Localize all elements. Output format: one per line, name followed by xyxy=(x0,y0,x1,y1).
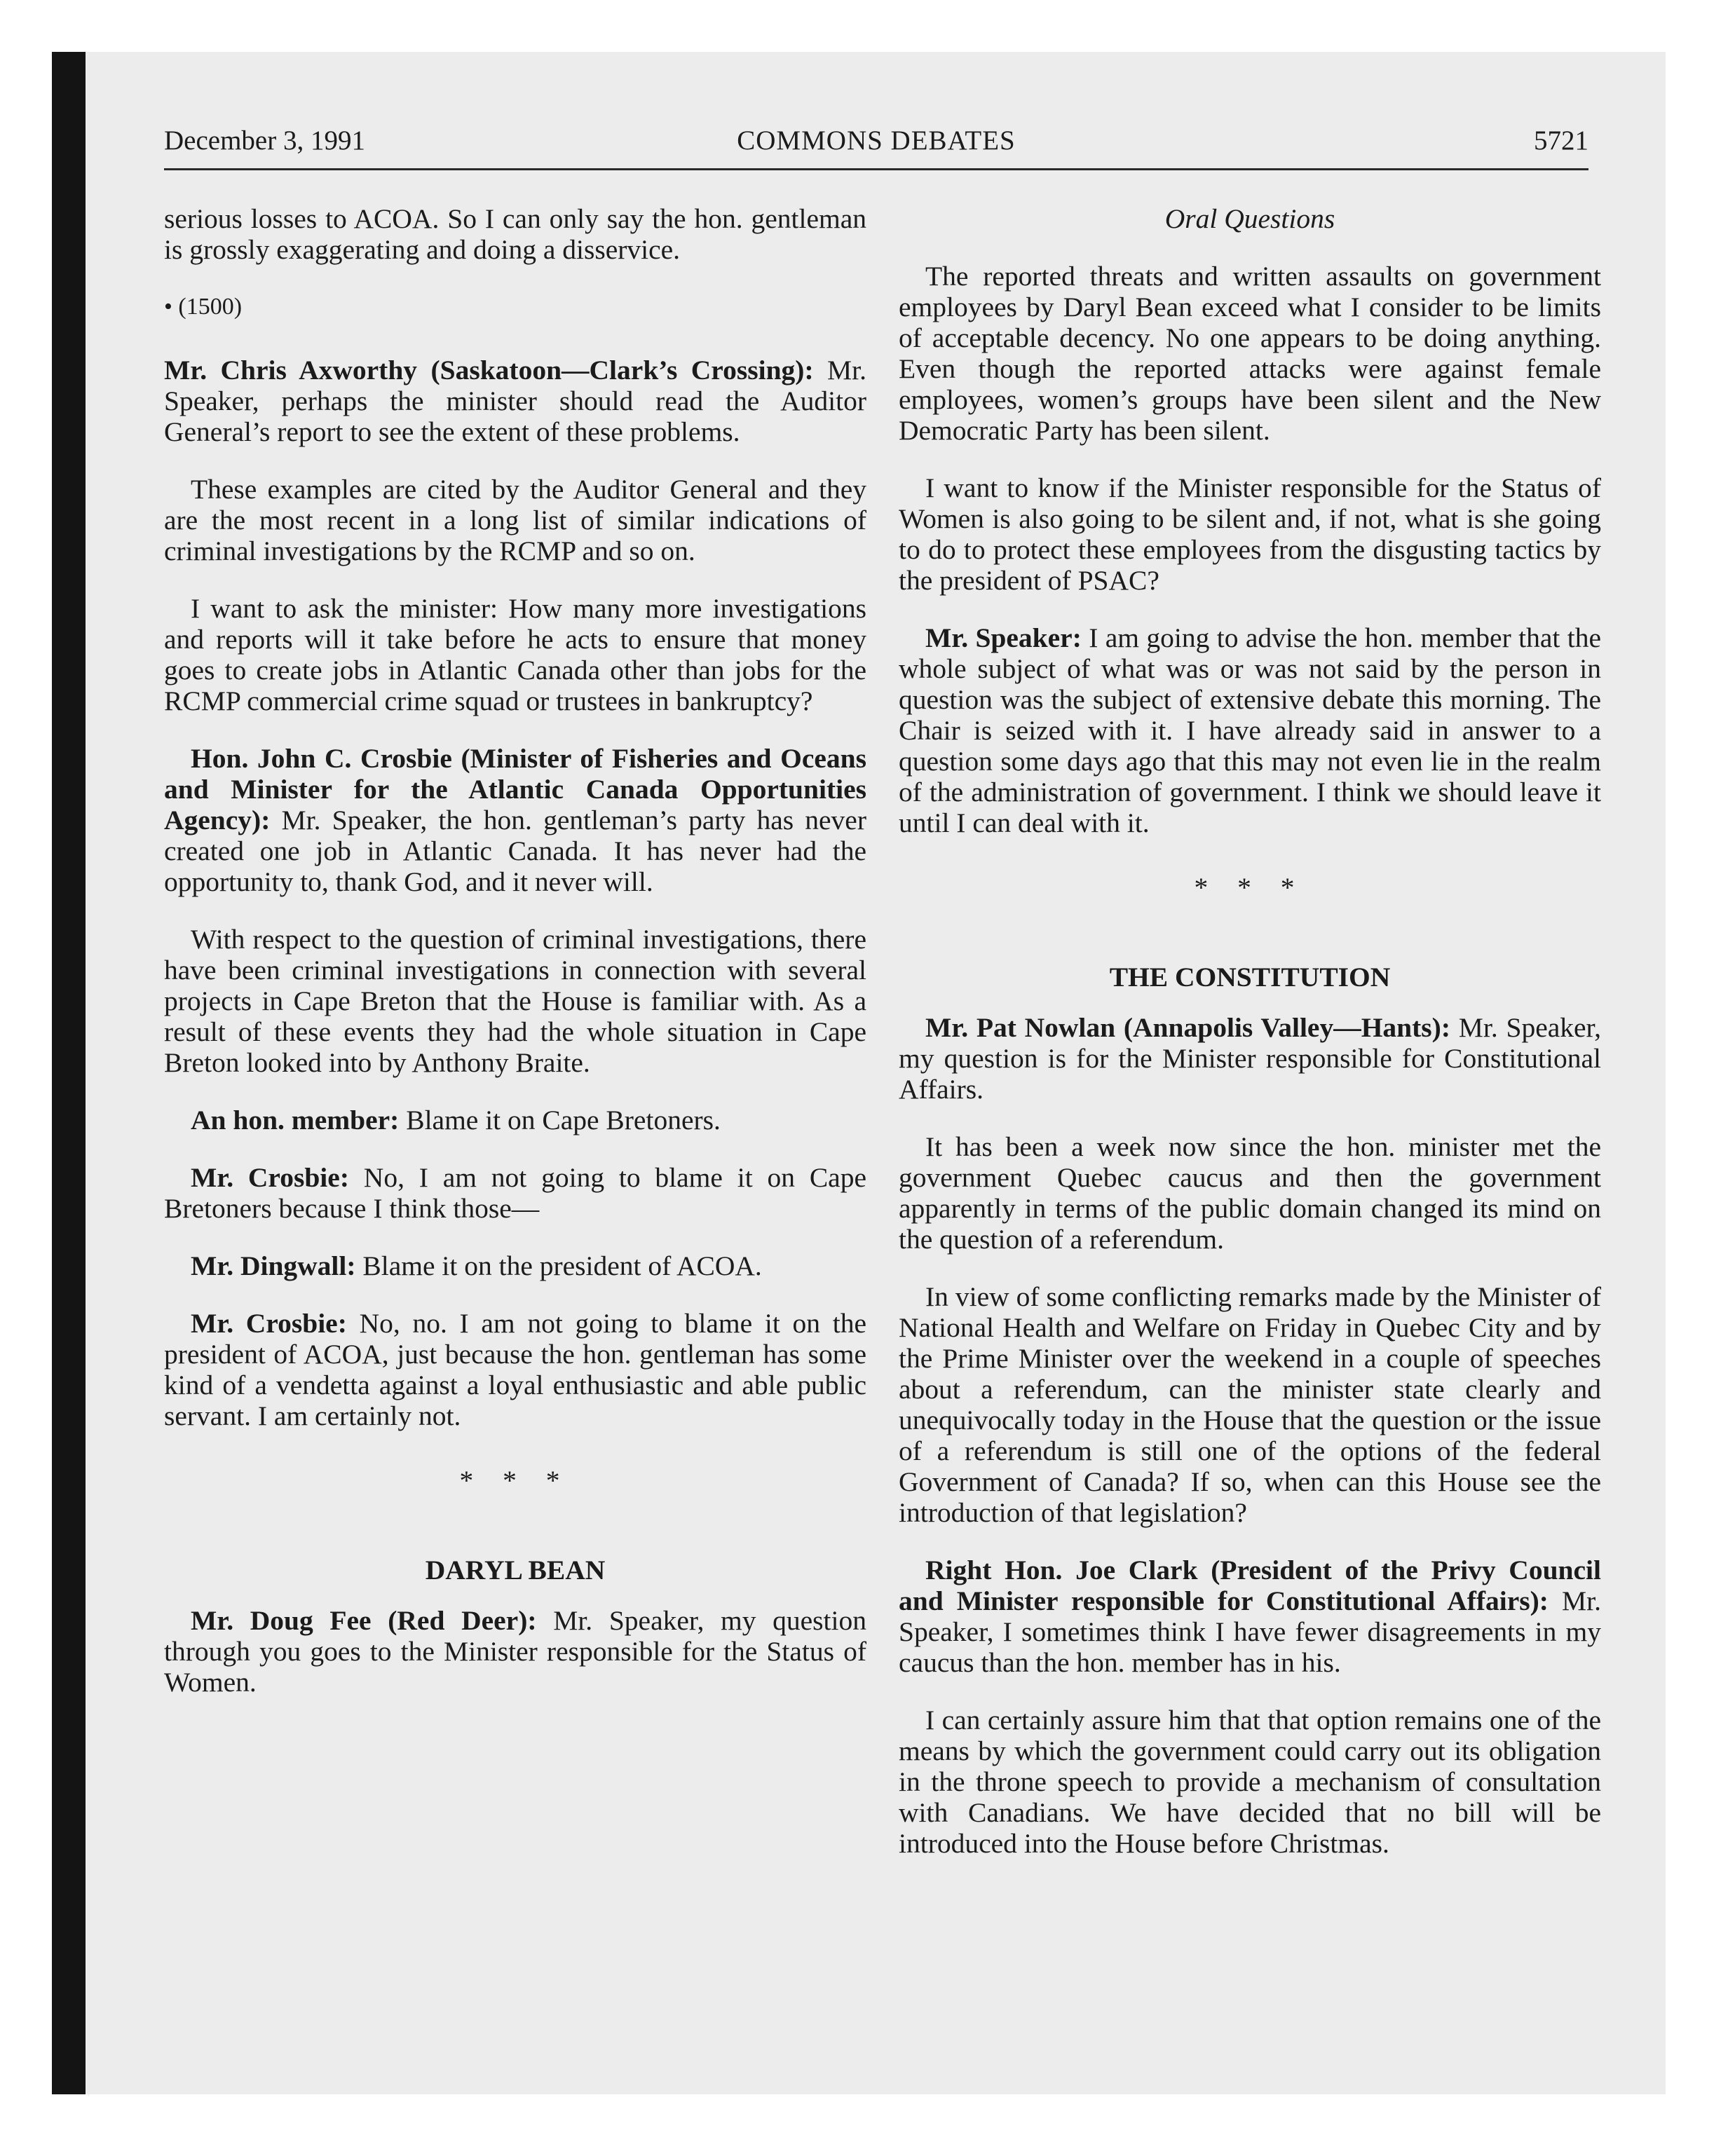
paragraph: I can certainly assure him that that option remains one of the means by which the government could carry out its obligation in the throne speech to provide a mechanism of consultation with Canadians. We have decided that no bill will be introduced into the House before Christmas. xyxy=(899,1705,1601,1859)
speaker-name: Mr. Crosbie: xyxy=(191,1308,347,1339)
speaker-name: Hon. John C. Crosbie (Minister of Fisheries and Oceans and Minister for the Atlantic Canada Opportunities Agency): xyxy=(164,743,866,835)
paragraph: I want to ask the minister: How many more investigations and reports will it take before he acts to ensure that money goes to create jobs in Atlantic Canada other than jobs for the RCMP commercial crime squad or trustees in bankruptcy? xyxy=(164,593,866,716)
section-separator: * * * xyxy=(1194,872,1306,903)
speech-text: I am going to advise the hon. member that the whole subject of what was or was not said by the person in question was the subject of extensive debate this morning. The Chair is seized with it. I have already said in answer to a question some days ago that this may not even lie in the realm of the administration of government. I think we should leave it until I can deal with it. xyxy=(899,622,1601,838)
speaker-name: Mr. Doug Fee (Red Deer): xyxy=(191,1605,537,1636)
paragraph xyxy=(899,1555,1601,1678)
speech-text: Blame it on the president of ACOA. xyxy=(355,1250,762,1281)
paragraph xyxy=(164,1308,866,1431)
page-header xyxy=(164,125,1588,163)
section-heading: DARYL BEAN xyxy=(425,1555,606,1585)
paragraph: I want to know if the Minister responsible for the Status of Women is also going to be silent and, if not, what is she going to do to protect these employees from the disgusting tactics by the president of PSAC? xyxy=(899,472,1601,596)
section-title: Oral Questions xyxy=(1164,203,1335,234)
speaker-name: An hon. member: xyxy=(191,1105,400,1135)
time-marker: • (1500) xyxy=(164,294,243,320)
paragraph xyxy=(164,355,866,447)
paragraph xyxy=(164,1162,866,1224)
paragraph: In view of some conflicting remarks made by the Minister of National Health and Welfare on Friday in Quebec City and by the Prime Minister over the weekend in a couple of speeches about a referendum, can the minister state clearly and unequivocally today in the House that the question or the issue of a referendum is still one of the options of the federal Government of Canada? If so, when can this House see the introduction of that legislation? xyxy=(899,1281,1601,1528)
header-title: COMMONS DEBATES xyxy=(737,125,1016,156)
speech-text: Mr. Speaker, perhaps the minister should read the Auditor General’s report to see the extent of these problems. xyxy=(164,355,866,447)
header-date: December 3, 1991 xyxy=(164,125,365,156)
left-column xyxy=(164,203,866,1724)
right-column xyxy=(899,203,1601,1885)
paragraph: serious losses to ACOA. So I can only say the hon. gentleman is grossly exaggerating and doing a disservice. xyxy=(164,203,866,265)
speaker-name: Mr. Chris Axworthy (Saskatoon—Clark’s Crossing): xyxy=(164,355,814,386)
section-separator: * * * xyxy=(459,1465,571,1496)
paragraph xyxy=(899,622,1601,838)
speech-text: Blame it on Cape Bretoners. xyxy=(399,1105,721,1135)
paragraph: It has been a week now since the hon. minister met the government Quebec caucus and then the government apparently in terms of the public domain changed its mind on the question of a referendum. xyxy=(899,1131,1601,1255)
speaker-name: Mr. Speaker: xyxy=(925,622,1082,653)
paragraph: The reported threats and written assaults on government employees by Daryl Bean exceed what I consider to be limits of acceptable decency. No one appears to be doing anything. Even though the reported attacks were against female employees, women’s groups have been silent and the New Democratic Party has been silent. xyxy=(899,261,1601,446)
paragraph xyxy=(899,1012,1601,1105)
section-heading: THE CONSTITUTION xyxy=(1109,962,1391,992)
speaker-name: Mr. Pat Nowlan (Annapolis Valley—Hants): xyxy=(925,1012,1450,1043)
speech-text: No, I am not going to blame it on Cape Bretoners because I think those— xyxy=(164,1162,866,1224)
speech-text: Mr. Speaker, my question through you goes to the Minister responsible for the Status of Women. xyxy=(164,1605,867,1698)
paragraph: With respect to the question of criminal investigations, there have been criminal investigations in connection with several projects in Cape Breton that the House is familiar with. As a result of these events they had the whole situation in Cape Breton looked into by Anthony Braite. xyxy=(164,924,866,1078)
header-rule xyxy=(164,168,1588,170)
speech-text: Mr. Speaker, the hon. gentleman’s party has never created one job in Atlantic Canada. It has never had the opportunity to, thank God, and it never will. xyxy=(164,805,866,897)
paragraph: These examples are cited by the Auditor General and they are the most recent in a long list of similar indications of criminal investigations by the RCMP and so on. xyxy=(164,474,866,566)
paragraph xyxy=(164,1605,866,1698)
paragraph xyxy=(164,1250,866,1281)
speech-text: Mr. Speaker, my question is for the Minister responsible for Constitutional Affairs. xyxy=(899,1012,1602,1105)
speech-text: Mr. Speaker, I sometimes think I have fewer disagreements in my caucus than the hon. member has in his. xyxy=(899,1585,1601,1678)
speaker-name: Mr. Crosbie: xyxy=(191,1162,349,1193)
speaker-name: Right Hon. Joe Clark (President of the Privy Council and Minister responsible for Constitutional Affairs): xyxy=(899,1555,1601,1616)
speaker-name: Mr. Dingwall: xyxy=(191,1250,356,1281)
speech-text: No, no. I am not going to blame it on the president of ACOA, just because the hon. gentleman has some kind of a vendetta against a loyal enthusiastic and able public servant. I am certainly not. xyxy=(164,1308,866,1431)
paragraph xyxy=(164,743,866,897)
scan-edge-shadow xyxy=(52,52,86,2094)
paragraph xyxy=(164,1105,866,1135)
header-page-number: 5721 xyxy=(1534,125,1588,156)
